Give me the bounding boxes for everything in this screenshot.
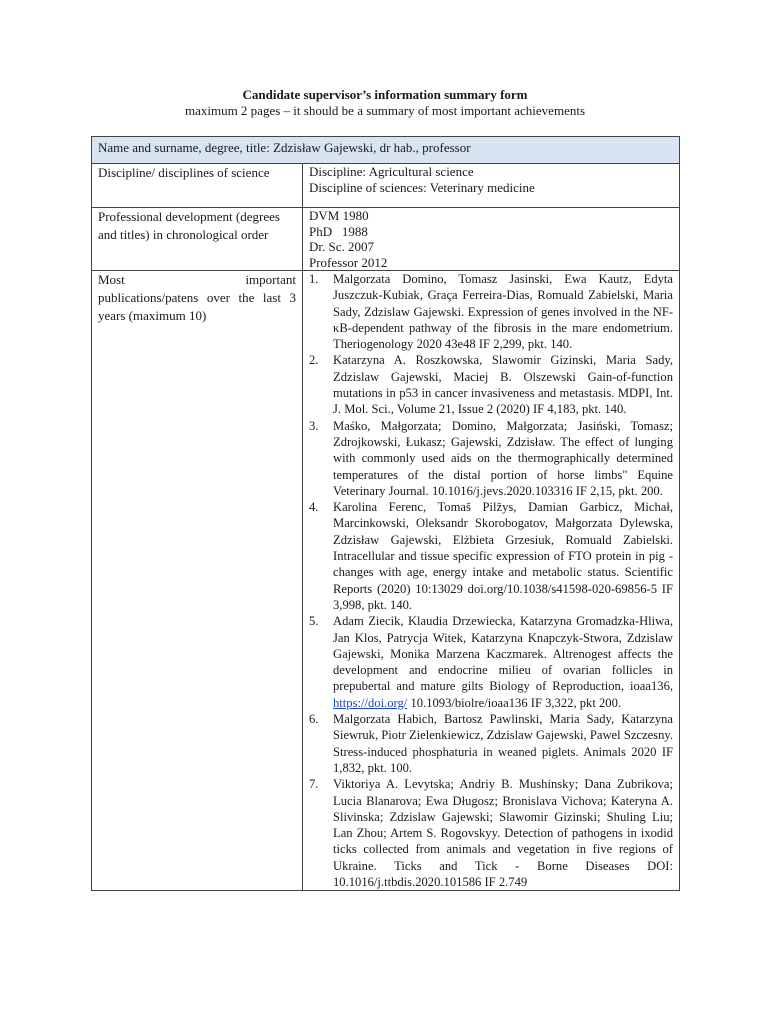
item-text: Maśko, Małgorzata; Domino, Małgorzata; Jasiński, Tomasz; Zdrojkowski, Łukasz; Gajewski, Zdzisław. The effect of lunging with commonly used aids on the thermographically determined temperatures of the distal portion of horse limbs" Equine Veterinary Journal. 10.1016/j.jevs.2020.103316 IF 2,15, pkt. 200. — [333, 418, 674, 498]
item-text: Malgorzata Domino, Tomasz Jasinski, Ewa Kautz, Edyta Juszczuk-Kubiak, Graça Ferreira-Dias, Romuald Zabielski, Maria Sady, Zdzislaw Gajewski. Expression of genes involved in the NF-κB-dependent pathway of the fibrosis in the mare endometrium. Theriogenology 2020 43e48 IF 2,299, pkt. 140. — [333, 272, 674, 352]
publications-label-rest: publications/patens over the last 3 years (maximum 10) — [98, 290, 296, 323]
list-item — [309, 499, 673, 613]
item-number: 3. — [309, 418, 319, 433]
item-number: 7. — [309, 777, 319, 792]
discipline-row — [92, 164, 680, 208]
discipline-label-cell — [92, 164, 303, 208]
item-text: Katarzyna A. Roszkowska, Slawomir Gizinski, Maria Sady, Zdzislaw Gajewski, Maciej B. Olszewski Gain-of-function mutations in p53 in cancer invasiveness and metastasis. MDPI, Int. J. Mol. Sci., Volume 21, Issue 2 (2020) IF 4,183, pkt. 140. — [333, 353, 674, 417]
list-item — [309, 776, 673, 890]
publications-label-cell — [92, 271, 303, 891]
degree-line: Professor 2012 — [309, 254, 388, 270]
item-text: Malgorzata Habich, Bartosz Pawlinski, Maria Sady, Katarzyna Siewruk, Piotr Zielenkiewicz, Zdzislaw Gajewski, Pawel Szczesny. Stress-induced phosphaturia in weaned piglets. Animals 2020 IF 1,832, pkt. 100. — [333, 712, 674, 775]
degree-line: Dr. Sc. 2007 — [309, 239, 374, 254]
degree-line: DVM 1980 — [309, 208, 369, 223]
list-item — [309, 271, 673, 352]
professional-value-cell — [303, 208, 680, 271]
item-number: 1. — [309, 272, 319, 286]
item-number: 2. — [309, 353, 319, 368]
publications-label — [98, 271, 296, 325]
list-item — [309, 418, 673, 499]
discipline-line: Discipline of sciences: Veterinary medicine — [309, 179, 535, 195]
item-number: 5. — [309, 614, 319, 629]
publications-list — [309, 271, 673, 890]
discipline-line: Discipline: Agricultural science — [309, 164, 474, 179]
discipline-value-cell — [303, 164, 680, 208]
item-number: 4. — [309, 500, 319, 515]
list-item — [309, 613, 673, 711]
publications-label-first: Most important — [98, 272, 296, 287]
page-subtitle: maximum 2 pages – it should be a summary of most important achievements — [184, 103, 586, 118]
item-text: Viktoriya A. Levytska; Andriy B. Mushinsky; Dana Zubrikova; Lucia Blanarova; Ewa Długosz; Bronislava Vichova; Kateryna A. Slivinska; Zdzislaw Gajewski; Slawomir Gizinski; Shuling Liu; Lan Zhou; Artem S. Rogovskyy. Detection of pathogens in ixodid ticks collected from animals and vegetation in five regions of Ukraine. Ticks and Tick - Borne Diseases DOI: 10.1016/j.ttbdis.2020.101586 IF 2.749 — [333, 777, 674, 889]
doi-link[interactable]: https://doi.org/ — [333, 695, 408, 710]
item-text: Adam Ziecik, Klaudia Drzewiecka, Katarzyna Gromadzka-Hliwa, Jan Klos, Patrycja Witek, Katarzyna Knapczyk-Stwora, Zdzislaw Gajewski, Monika Marzena Kaczmarek. Altrenogest affects the development and endocrine milieu of ovarian follicles in prepubertal and mature gilts Biology of Reproduction, ioaa136, — [333, 614, 674, 694]
list-item — [309, 352, 673, 417]
item-text: 10.1093/biolre/ioaa136 IF 3,322, pkt 200. — [407, 695, 622, 710]
professional-row — [92, 208, 680, 271]
list-item — [309, 711, 673, 776]
degree-line: PhD 1988 — [309, 223, 368, 239]
item-text: Karolina Ferenc, Tomaš Pilžys, Damian Garbicz, Michał, Marcinkowski, Oleksandr Skorobogatov, Małgorzata Dylewska, Zdzisław Gajewski, Elżbieta Grzesiuk, Romuald Zabielski. Intracellular and tissue specific expression of FTO protein in pig - changes with age, energy intake and metabolic status. Scientific Reports (2020) 10:13029 doi.org/10.1038/s41598-020-69856-5 IF 3,998, pkt. 140. — [333, 500, 674, 612]
professional-label-cell — [92, 208, 303, 271]
summary-form-table — [91, 136, 680, 891]
publications-value-cell — [303, 271, 680, 891]
discipline-label: Discipline/ disciplines of science — [98, 165, 270, 180]
name-degree-row — [92, 137, 680, 164]
page-title: Candidate supervisor’s information summary form — [242, 87, 528, 102]
name-degree-cell: Name and surname, degree, title: Zdzisław Gajewski, dr hab., professor — [92, 137, 680, 164]
publications-row — [92, 271, 680, 891]
item-number: 6. — [309, 712, 319, 727]
professional-label: Professional development (degrees and titles) in chronological order — [98, 209, 280, 242]
